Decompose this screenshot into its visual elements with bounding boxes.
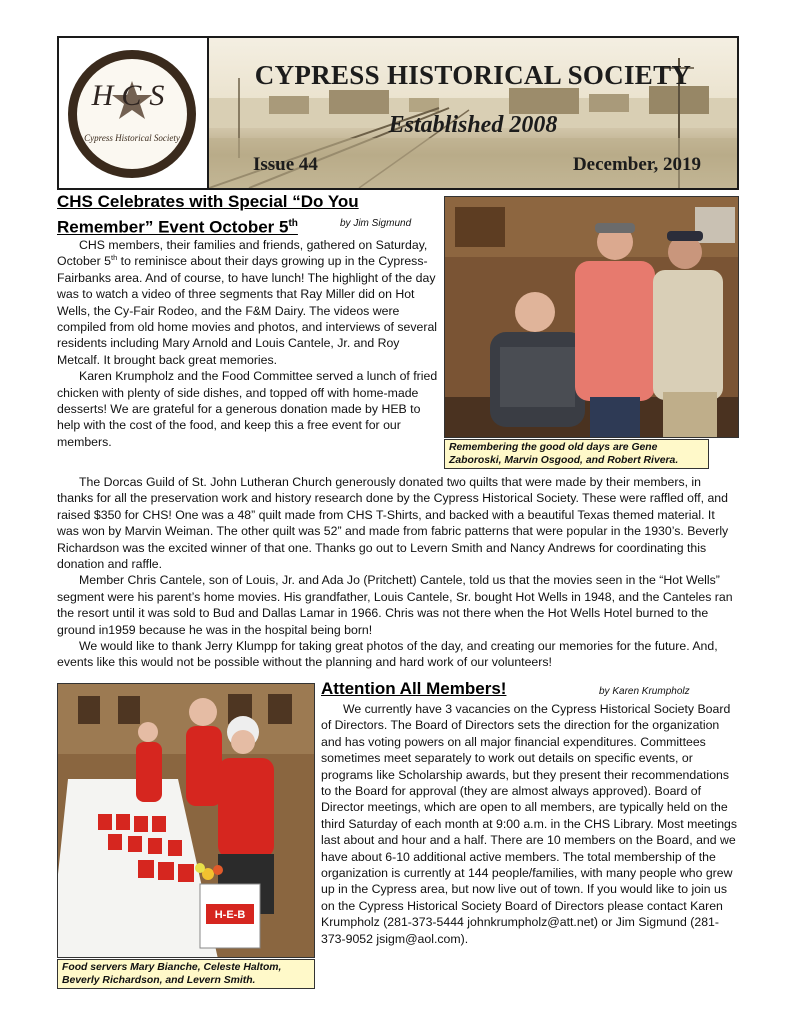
paragraph: We currently have 3 vacancies on the Cypress Historical Society Board of Directors. The Board of Directors sets the direction for the organization and has voting powers on all major financial expenditures. Committees sometimes meet separately to work out details on specific events, or programs like Scholarship awards, but they present their recommendations to the Board for approval (they are almost always approved). Board of Director meetings, which are open to all members, are typically held on the third Saturday of each month at 9:00 a.m. in the CHS Library. Most meetings last about and hour and a half. There are 10 members on the Board, and we have about 6-10 additional active members. The total membership of the organization is currently at 144 people/families, with many people who grew up in the Cypress area, but now live out of town. If you would like to join us on the Cypress Historical Society Board of Directors please contact Karen Krumpholz (281-373-5444 johnkrumpholz@att.net) or Jim Sigmund (281-373-9052 jsigm@aol.com). bbox=[321, 702, 738, 946]
article-column-full bbox=[57, 474, 739, 671]
logo-inner bbox=[77, 59, 187, 169]
article-column-left bbox=[57, 237, 440, 450]
issue-date: December, 2019 bbox=[572, 154, 701, 175]
paragraph: Member Chris Cantele, son of Louis, Jr. and Ada Jo (Pritchett) Cantele, told us that the movies seen in the “Hot Wells” segment were his parent’s home movies. His grandfather, Louis Cantele, Sr. bought Hot Wells in 1948, and the Canteles ran the resort until it was sold to Bud and Dallas Lamar in 1966. Chris was not there when the Hot Wells Hotel burned to the ground in1959 because he was in the hospital being born! bbox=[57, 573, 733, 637]
event-photo-food-servers bbox=[57, 683, 315, 958]
headline-line-2: Remember” Event October 5 bbox=[57, 217, 289, 237]
paragraph-text: to reminisce about their days growing up in the Cypress-Fairbanks area. And of course, to have lunch! The highlight of the day was to watch a video of three segments that Ray Miller did on Hot Wells, the Cy-Fair Rodeo, and the F&M Dairy. The videos were compiled from old home movies and photos, and interviews of several residents including Mary Arnold and Louis Cantele, Jr. and Roy Metcalf. It brought back great memories. bbox=[57, 254, 438, 367]
paragraph-text: CHS members, their families and friends, gathered on Saturday, October 5 bbox=[57, 238, 428, 269]
headline-line-1: CHS Celebrates with Special “Do You bbox=[57, 192, 359, 211]
headline-superscript: th bbox=[288, 218, 298, 229]
heb-sign-text: H-E-B bbox=[214, 909, 246, 921]
paragraph: Karen Krumpholz and the Food Committee served a lunch of fried chicken with plenty of side dishes, and topped off with home-made desserts! We are grateful for a generous donation made by HEB to help with the cost of the food, and keep this a free event for our members. bbox=[57, 369, 438, 449]
article-headline bbox=[57, 191, 447, 239]
article-column-right bbox=[321, 701, 739, 947]
paragraph bbox=[57, 237, 440, 368]
paragraph: We would like to thank Jerry Klumpp for taking great photos of the day, and creating our memories for the future. And, events like this would not be possible without the planning and hard work of our volunteers! bbox=[57, 639, 718, 670]
issue-number: Issue 44 bbox=[253, 154, 318, 175]
article-headline: Attention All Members! bbox=[321, 679, 507, 698]
event-photo-veterans bbox=[444, 196, 739, 438]
photo-food-table bbox=[58, 684, 315, 958]
logo-letters: HCS bbox=[91, 79, 173, 112]
photo-caption: Remembering the good old days are Gene Zaboroski, Marvin Osgood, and Robert Rivera. bbox=[444, 439, 709, 469]
photo-three-men bbox=[445, 197, 739, 438]
masthead bbox=[57, 36, 739, 190]
article-byline: by Jim Sigmund bbox=[340, 218, 412, 229]
superscript: th bbox=[111, 253, 118, 263]
article-byline: by Karen Krumpholz bbox=[599, 686, 690, 697]
paragraph: The Dorcas Guild of St. John Lutheran Church generously donated two quilts that were made by their members, in thanks for all the preservation work and history research done by the Cypress Historical Society. These were raffled off, and raised $350 for CHS! One was a 48” quilt made from CHS T-Shirts, and backed with a beautiful Texas themed material. It was won by Marvin Weiman. The other quilt was 52” and made from fabric patterns that were popular in the 1930’s. Beverly Richardson was the excited winner of that one. Thanks go out to Levern Smith and Nancy Andrews for coordinating this donation and raffle. bbox=[57, 475, 729, 572]
masthead-banner bbox=[209, 38, 737, 188]
logo-motto: Cypress Historical Society bbox=[84, 133, 180, 143]
photo-caption: Food servers Mary Bianche, Celeste Haltom, Beverly Richardson, and Levern Smith. bbox=[57, 959, 315, 989]
society-logo bbox=[59, 38, 209, 188]
logo-ring bbox=[68, 50, 196, 178]
newsletter-title: CYPRESS HISTORICAL SOCIETY bbox=[254, 60, 692, 90]
established-line: Established 2008 bbox=[388, 112, 558, 138]
